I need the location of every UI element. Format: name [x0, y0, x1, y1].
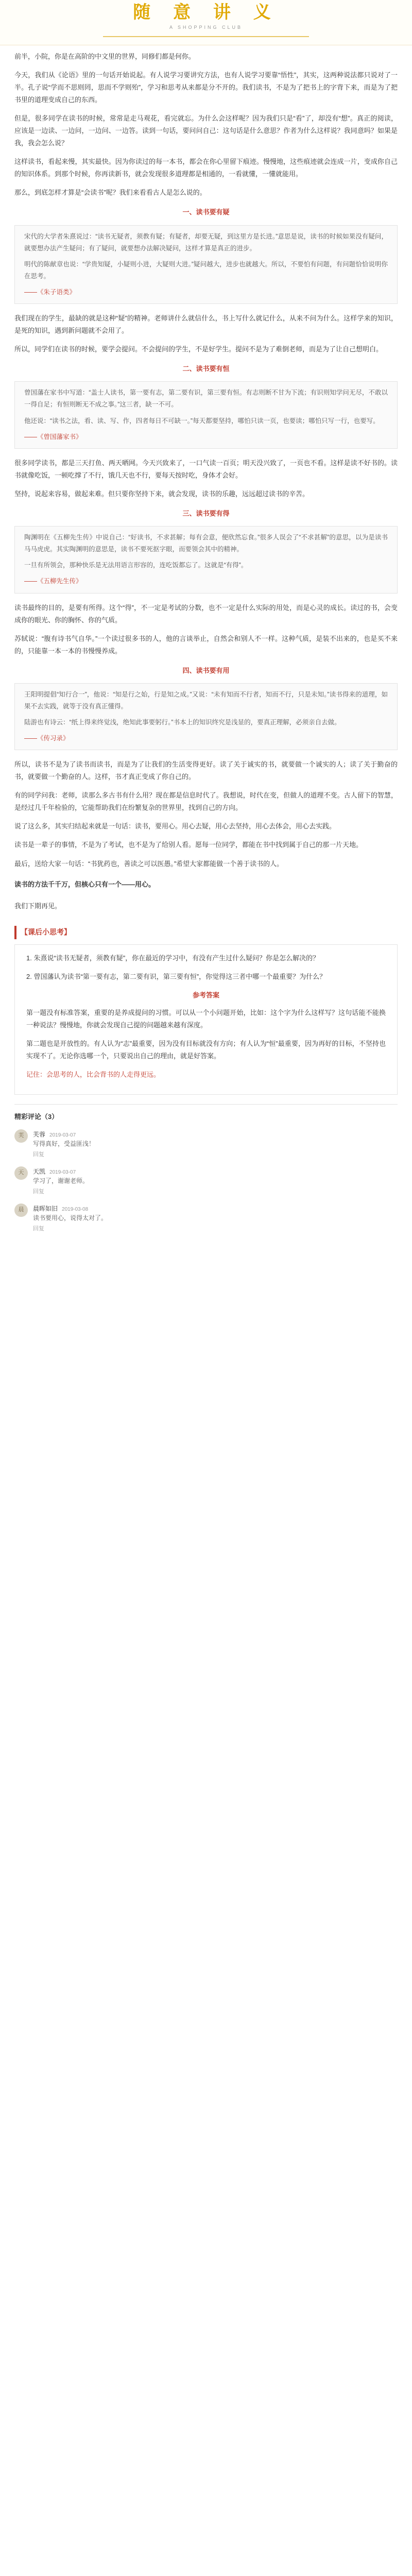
quote-source: ——《曾国藩家书》: [24, 433, 82, 440]
comment-body: [33, 1129, 398, 1159]
body-paragraph: 很多同学读书，都是三天打鱼、两天晒网。今天兴致来了，一口气读一百页；明天没兴致了，一页也不看。这样是读不好书的。读书就像吃饭，一顿吃撑了不行，饿几天也不行，要每天按时吃，身体才会好。: [14, 459, 398, 479]
section-title: 三、读书要有得: [182, 509, 230, 517]
avatar[interactable]: 天: [14, 1166, 28, 1180]
comment-author[interactable]: 天凯: [33, 1167, 46, 1175]
section-title: 二、读书要有恒: [182, 365, 230, 373]
article: [0, 45, 412, 1246]
quiz-box: [14, 944, 398, 1095]
logo-divider: [103, 36, 309, 37]
quote-paragraph: 宋代的大学者朱熹说过：“读书无疑者，须教有疑；有疑者，却要无疑，到这里方是长进。”意思是说，读书的时候如果没有疑问，就要想办法产生疑问；有了疑问，就要想办法解决疑问，这样才算是真正的进步。: [24, 232, 388, 252]
quote-paragraph: 曾国藩在家书中写道：“盖士人读书，第一要有志，第二要有识，第三要有恒。有志则断不甘为下流；有识则知学问无尽，不敢以一得自足；有恒则断无不成之事。”这三者，缺一不可。: [24, 389, 388, 409]
comments-heading: 精彩评论（3）: [14, 1104, 398, 1123]
quote-paragraph: 陆游也有诗云：“纸上得来终觉浅，绝知此事要躬行。”书本上的知识终究是浅显的，要真正理解，必须亲自去做。: [24, 719, 341, 726]
comment-item: [14, 1129, 398, 1159]
quote-block: [14, 225, 398, 304]
answer-emphasis: [26, 1069, 386, 1081]
body-paragraph: 读书最终的目的，是要有所得。这个“得”，不一定是考试的分数，也不一定是什么实际的用处，而是心灵的成长。读过的书，会变成你的眼光、你的胸怀、你的气质。: [14, 603, 398, 624]
closing-paragraph: 说了这么多，其实归结起来就是一句话：读书，要用心。用心去疑，用心去坚持，用心去体会，用心去实践。: [14, 822, 336, 831]
closing-paragraph: 最后，送给大家一句话：“书犹药也，善读之可以医愚。”希望大家都能做一个善于读书的人。: [14, 859, 284, 868]
comment-body: [33, 1166, 398, 1196]
quote-paragraph: 一旦有所领会，那种快乐是无法用语言形容的，连吃饭都忘了。这就是“有得”。: [24, 562, 248, 569]
logo: [0, 2, 412, 31]
quiz-question: 2. 曾国藩认为读书“第一要有志，第二要有识，第三要有恒”，你觉得这三者中哪一个最重要？为什么？: [26, 972, 327, 980]
intro-paragraph: 那么，到底怎样才算是“会读书”呢？我们来看看古人是怎么说的。: [14, 189, 207, 197]
comment-author[interactable]: 芙蓉: [33, 1130, 46, 1138]
comment-item: [14, 1166, 398, 1196]
answer-label: 参考答案: [192, 991, 219, 999]
quote-block: [14, 526, 398, 594]
quote-paragraph: 陶渊明在《五柳先生传》中说自己：“好读书，不求甚解；每有会意，便欣然忘食。”很多人误会了“不求甚解”的意思，以为是读书马马虎虎。其实陶渊明的意思是，读书不要死抠字眼，而要领会其中的精神。: [24, 534, 388, 553]
avatar[interactable]: 芙: [14, 1129, 28, 1143]
quote-source: ——《朱子语类》: [24, 289, 76, 296]
intro-paragraph: 这样读书，看起来慢，其实最快。因为你读过的每一本书，都会在你心里留下痕迹。慢慢地，这些痕迹就会连成一片，变成你自己的知识体系。到那个时候，你再读新书，就会发现很多道理都是相通的，一看就懂，一懂就能用。: [14, 158, 398, 178]
answer-paragraph: 第二题也是开放性的。有人认为“志”最重要，因为没有目标就没有方向；有人认为“恒”最重要，因为再好的目标，不坚持也实现不了。无论你选哪一个，只要说出自己的理由，就是好答案。: [26, 1039, 386, 1060]
logo-subtitle: A SHOPPING CLUB: [169, 24, 243, 30]
section-title: 一、读书要有疑: [182, 208, 230, 216]
answer-paragraph: 第一题没有标准答案，重要的是养成提问的习惯。可以从一个小问题开始，比如：这个字为什么这样写？这句话能不能换一种说法？慢慢地，你就会发现自己提的问题越来越有深度。: [26, 1008, 386, 1029]
comment-text: 学习了，谢谢老师。: [33, 1177, 89, 1185]
quote-source: ——《传习录》: [24, 735, 70, 742]
quote-paragraph: 他还说：“读书之法，看、读、写、作，四者每日不可缺一。”每天都要坚持，哪怕只读一页，也要读；哪怕只写一行，也要写。: [24, 417, 380, 425]
section-title: 四、读书要有用: [182, 666, 230, 674]
body-paragraph: 有的同学问我：老师，读那么多古书有什么用？现在都是信息时代了。我想说，时代在变，但做人的道理不变。古人留下的智慧，是经过几千年检验的，它能帮助我们在纷繁复杂的世界里，找到自己的方向。: [14, 791, 398, 812]
reply-button[interactable]: 回复: [33, 1226, 44, 1232]
body-paragraph: 我们现在的学生，最缺的就是这种“疑”的精神。老师讲什么就信什么，书上写什么就记什么，从来不问为什么。这样学来的知识，是死的知识，遇到新问题就不会用了。: [14, 314, 398, 335]
reply-button[interactable]: 回复: [33, 1151, 44, 1158]
quote-source: ——《五柳先生传》: [24, 578, 82, 585]
intro-paragraph: 前半，小院，你是在高阶的中文里的世界，同修们都是何你。: [14, 53, 196, 60]
quote-block: [14, 683, 398, 751]
sign-off: 我们下期再见。: [14, 902, 62, 910]
closing-paragraph: 读书是一辈子的事情，不是为了考试，也不是为了给别人看。愿每一位同学，都能在书中找到属于自己的那一片天地。: [14, 841, 363, 849]
avatar[interactable]: 晨: [14, 1204, 28, 1217]
quote-block: [14, 381, 398, 449]
comment-body: [33, 1204, 398, 1233]
page-header: [0, 0, 412, 45]
quote-paragraph: 明代的陈献章也说：“学贵知疑，小疑则小进，大疑则大进。”疑问越大，进步也就越大。所以，不要怕有问题，有问题恰恰说明你在思考。: [24, 260, 388, 280]
body-paragraph: 坚持，说起来容易，做起来难。但只要你坚持下来，就会发现，读书的乐趣，远远超过读书的辛苦。: [14, 489, 310, 498]
intro-paragraph: 但是，很多同学在读书的时候，常常是走马观花，看完就忘。为什么会这样呢？因为我们只是“看”了，却没有“想”。真正的阅读，应该是一边读、一边问，一边问、一边答。读到一句话，要问问自己：这句话是什么意思？作者为什么这样说？我同意吗？如果是我，我会怎么说？: [14, 114, 398, 147]
comment-text: 读书要用心，说得太对了。: [33, 1214, 108, 1222]
logo-title: 随 意 讲 义: [133, 2, 279, 23]
quiz-heading: 【课后小思考】: [14, 926, 398, 939]
comment-time: 2019-03-07: [49, 1132, 76, 1138]
intro-paragraph: 今天，我们从《论语》里的一句话开始说起。有人说学习要讲究方法，也有人说学习要靠“悟性”，其实，这两种说法都只说对了一半。孔子说“学而不思则罔，思而不学则殆”，学习和思考从来都是分不开的。我们读书，不是为了把书上的字背下来，而是为了把书里的道理变成自己的东西。: [14, 71, 398, 104]
comment-item: [14, 1204, 398, 1233]
quote-paragraph: 王阳明提倡“知行合一”，他说：“知是行之始，行是知之成。”又说：“未有知而不行者，知而不行，只是未知。”读书得来的道理，如果不去实践，就等于没有真正懂得。: [24, 690, 388, 710]
comment-time: 2019-03-07: [49, 1169, 76, 1175]
quiz-question: 1. 朱熹说“读书无疑者，须教有疑”，你在最近的学习中，有没有产生过什么疑问？你是怎么解决的？: [26, 954, 320, 962]
conclusion: 读书的方法千千万，但核心只有一个——用心。: [14, 880, 156, 888]
comment-author[interactable]: 晨晖如旧: [33, 1205, 58, 1212]
comment-text: 写得真好，受益匪浅！: [33, 1140, 95, 1148]
body-paragraph: 所以，读书不是为了读书而读书，而是为了让我们的生活变得更好。读了关于诚实的书，就要做一个诚实的人；读了关于勤奋的书，就要做一个勤奋的人。这样，书才真正变成了你自己的。: [14, 760, 398, 781]
reply-button[interactable]: 回复: [33, 1189, 44, 1195]
comment-time: 2019-03-08: [62, 1206, 89, 1212]
answer-emphasis-text: 记住：会思考的人，比会背书的人走得更远。: [26, 1070, 161, 1078]
body-paragraph: 苏轼说：“腹有诗书气自华。”一个读过很多书的人，他的言谈举止，自然会和别人不一样。这种气质，是装不出来的，也是买不来的，只能靠一本一本的书慢慢养成。: [14, 634, 398, 655]
body-paragraph: 所以，同学们在读书的时候，要学会提问。不会提问的学生，不是好学生。提问不是为了难倒老师，而是为了让自己想明白。: [14, 345, 383, 353]
